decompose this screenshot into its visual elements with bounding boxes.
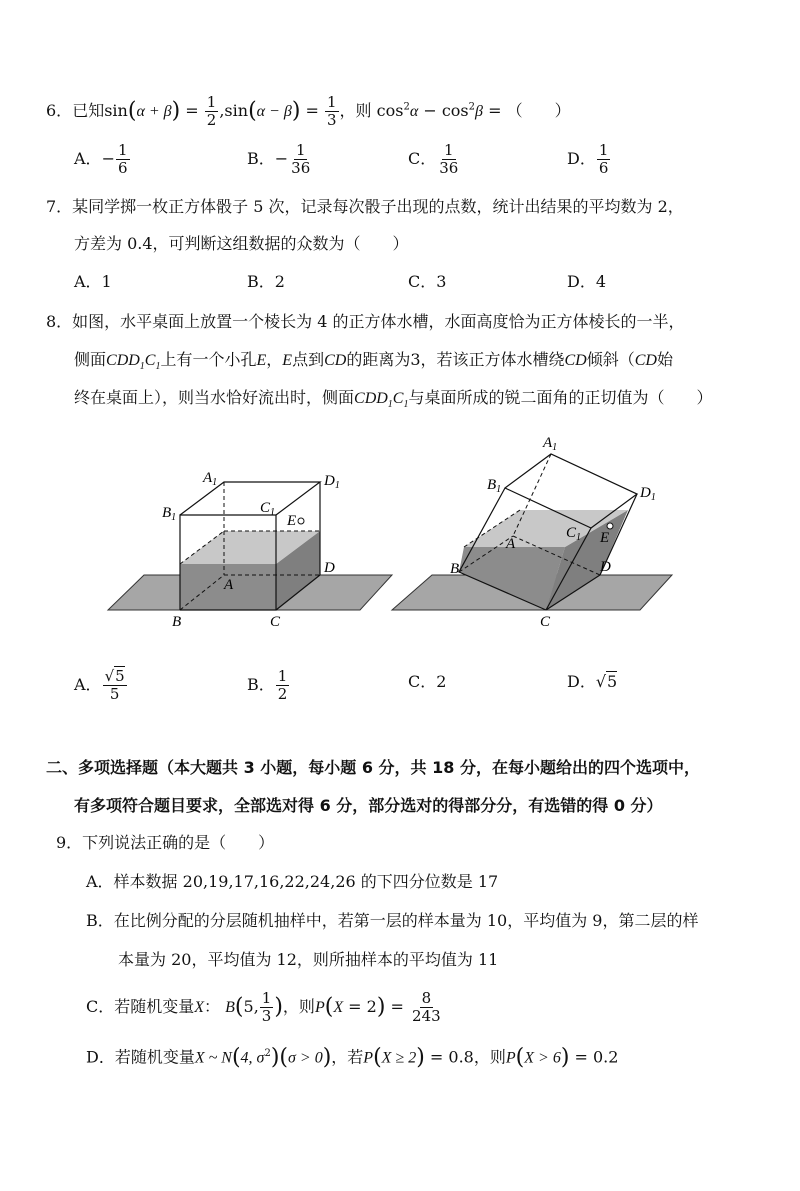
q8-option-d: D．√5 (567, 672, 618, 691)
q7-option-b: B．2 (247, 272, 285, 291)
q6-option-b: B．− $\frac{1}{36}$ (247, 141, 311, 177)
svg-text:C1: $C_1$ (566, 525, 582, 543)
svg-text:A1: $A_1$ (203, 470, 218, 488)
svg-text:B1: $B_1$ (487, 477, 502, 495)
svg-text:C: C (540, 614, 551, 630)
svg-text:B: B (450, 561, 460, 577)
svg-text:A1: $A_1$ (543, 435, 558, 453)
q8-option-a: A． $\frac{√5}{5}$ (74, 667, 125, 703)
svg-text:A: A (224, 577, 234, 593)
q9-option-d: D．若随机变量X ~ N(4, $\sigma^2)(\sigma > 0)$，若P(X ≥ 2) = 0.8，则P(X > 6) = 0.2 (86, 1044, 619, 1070)
q9-option-a: A．样本数据 20,19,17,16,22,24,26 的下四分位数是 17 (86, 872, 499, 891)
section2-line1: 二、多项选择题（本大题共 3 小题，每小题 6 分，共 18 分，在每小题给出的四个选项中， (46, 758, 700, 777)
q8-line1: 8．如图，水平桌面上放置一个棱长为 4 的正方体水槽，水面高度恰为正方体棱长的一半， (46, 312, 685, 331)
svg-text:D: D (324, 560, 335, 576)
q9-stem: 9．下列说法正确的是（ ） (56, 833, 275, 852)
svg-text:D: D (600, 559, 611, 575)
svg-text:B1: $B_1$ (162, 505, 177, 523)
q7-option-d: D．4 (567, 272, 607, 291)
q8-line3: 终在桌面上），则当水恰好流出时，侧面$CDD_1C_1$与桌面所成的锐二面角的正切值为（ ） (74, 388, 713, 411)
svg-text:C: C (270, 614, 281, 630)
q6-option-c: C． $\frac{1}{36}$ (408, 141, 459, 177)
q7-option-c: C．3 (408, 272, 447, 291)
svg-text:A: A (506, 536, 516, 552)
q8-option-c: C．2 (408, 672, 447, 691)
q6-stem: 6．已知sin(α + β) = $\frac{1}{2}$ ,sin(α − β) = $\frac{1}{3}$ ，则 $\cos^2\alpha - \cos^2\beta$ = （ ） (46, 93, 571, 129)
q8-line2: 侧面$CDD_1C_1$上有一个小孔E，E点到CD的距离为3，若该正方体水槽绕CD倾斜（CD始 (74, 350, 673, 373)
q8-option-b: B． $\frac{1}{2}$ (247, 667, 288, 703)
figure-left-cube (108, 470, 392, 630)
svg-text:D1: $D_1$ (640, 485, 656, 503)
fraction-half: $\frac{1}{2}$ (206, 93, 217, 129)
svg-text:B: B (172, 614, 182, 630)
q9-option-b-line1: B．在比例分配的分层随机抽样中，若第一层的样本量为 10，平均值为 9，第二层的样 (86, 911, 699, 930)
q7-line2: 方差为 0.4，可判断这组数据的众数为（ ） (74, 234, 409, 253)
q6-option-d: D． $\frac{1}{6}$ (567, 141, 609, 177)
svg-text:D1: $D_1$ (324, 473, 340, 491)
svg-text:E: E (287, 513, 297, 529)
q6-option-a: A．− $\frac{1}{6}$ (74, 141, 128, 177)
figure-right-cube (392, 435, 672, 630)
q7-option-a: A．1 (74, 272, 112, 291)
q8-figure (0, 425, 800, 645)
q9-option-b-line2: 本量为 20，平均值为 12，则所抽样本的平均值为 11 (118, 950, 499, 969)
q7-line1: 7．某同学掷一枚正方体骰子 5 次，记录每次骰子出现的点数，统计出结果的平均数为 2， (46, 197, 684, 216)
svg-text:C1: $C_1$ (260, 500, 276, 518)
section2-line2: 有多项符合题目要求，全部选对得 6 分，部分选对的得部分分，有选错的得 0 分） (74, 796, 663, 815)
svg-text:E: E (600, 530, 610, 546)
q9-option-c: C．若随机变量X： B(5, $\frac{1}{3}$ )，则P(X = 2) = $\frac{8}{243}$ (86, 989, 441, 1025)
fraction-third: $\frac{1}{3}$ (327, 93, 337, 129)
